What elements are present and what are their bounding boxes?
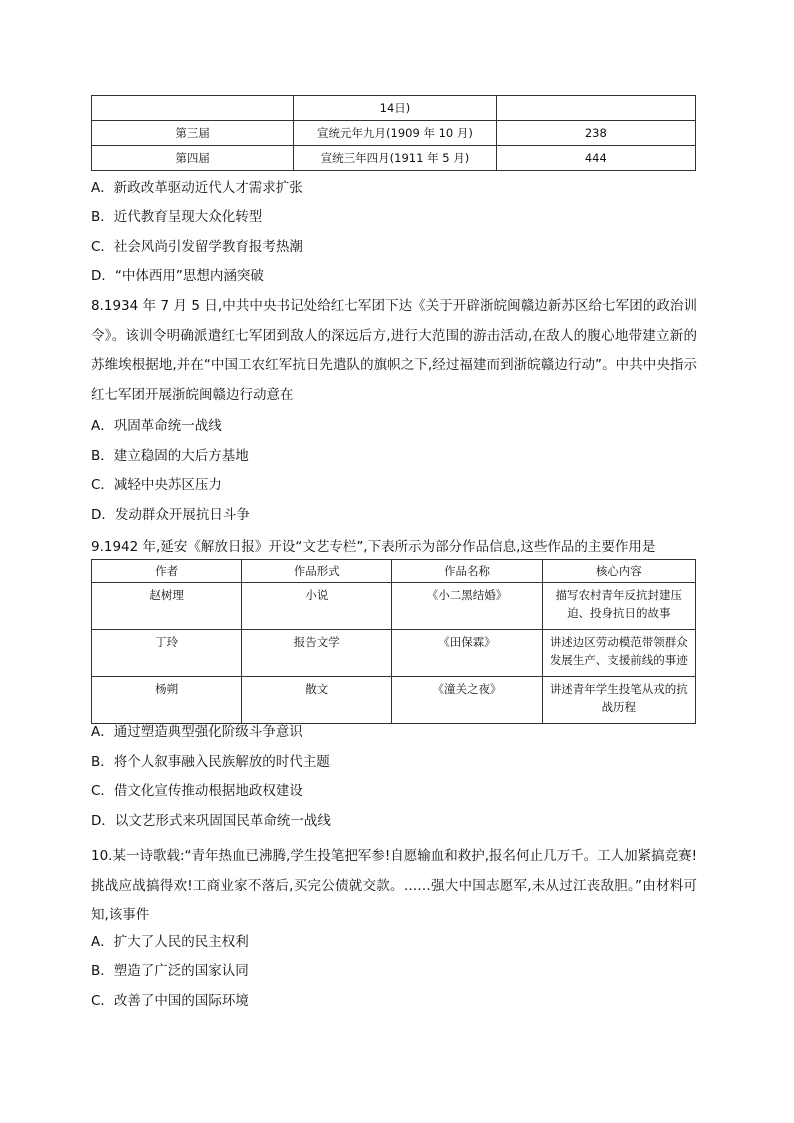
- table-cell: 描写农村青年反抗封建压迫、投身抗日的故事: [542, 583, 695, 630]
- table-cell: 赵树理: [92, 583, 242, 630]
- table-cell: 杨朔: [92, 677, 242, 724]
- table-cell: 《小二黑结婚》: [392, 583, 542, 630]
- table-cell: [92, 96, 294, 121]
- q10-option-c: C．改善了中国的国际环境: [91, 993, 249, 1009]
- table-cell: 14日): [294, 96, 496, 121]
- table-row: [92, 146, 696, 171]
- q9-option-d: D．以文艺形式来巩固国民革命统一战线: [91, 813, 331, 829]
- q10-option-a: A．扩大了人民的民主权利: [91, 934, 249, 950]
- q8-option-c: C．减轻中央苏区压力: [91, 477, 222, 493]
- table-cell: 444: [496, 146, 695, 171]
- table-cell: 讲述边区劳动模范带领群众发展生产、支援前线的事迹: [542, 630, 695, 677]
- q8-stem: 8.1934 年 7 月 5 日,中共中央书记处给红七军团下达《关于开辟浙皖闽赣边新苏区给七军团的政治训令》。该训令明确派遣红七军团到敌人的深远后方,进行大范围的游击活动,在敌人的腹心地带建立新的苏维埃根据地,并在“中国工农红军抗日先遣队的旗帜之下,经过福建而到浙皖赣边行动”。中共中央指示红七军团开展浙皖闽赣边行动意在: [91, 298, 697, 404]
- q8-option-a: A．巩固革命统一战线: [91, 418, 222, 434]
- q7-option-c: C．社会风尚引发留学教育报考热潮: [91, 239, 303, 255]
- table-cell: 宣统三年四月(1911 年 5 月): [294, 146, 496, 171]
- column-header: 核心内容: [542, 560, 695, 583]
- column-header: 作者: [92, 560, 242, 583]
- table-row: [92, 677, 696, 724]
- q7-option-a: A．新政改革驱动近代人才需求扩张: [91, 180, 303, 196]
- table-cell: 238: [496, 121, 695, 146]
- table-cell: 小说: [242, 583, 392, 630]
- table-cell: 《潼关之夜》: [392, 677, 542, 724]
- table-cell: 第三届: [92, 121, 294, 146]
- table-cell: 报告文学: [242, 630, 392, 677]
- table-cell: 《田保霖》: [392, 630, 542, 677]
- q10-option-b: B．塑造了广泛的国家认同: [91, 963, 249, 979]
- works-table: [91, 559, 696, 724]
- table-row: [92, 121, 696, 146]
- table-row: [92, 96, 696, 121]
- table-cell: 讲述青年学生投笔从戎的抗战历程: [542, 677, 695, 724]
- table-cell: 丁玲: [92, 630, 242, 677]
- q8-option-d: D．发动群众开展抗日斗争: [91, 507, 250, 523]
- table-cell: [496, 96, 695, 121]
- q8-option-b: B．建立稳固的大后方基地: [91, 448, 249, 464]
- q9-stem: 9.1942 年,延安《解放日报》开设“文艺专栏”,下表所示为部分作品信息,这些作品的主要作用是: [91, 539, 656, 555]
- column-header: 作品名称: [392, 560, 542, 583]
- q9-option-a: A．通过塑造典型强化阶级斗争意识: [91, 724, 303, 740]
- table-cell: 散文: [242, 677, 392, 724]
- q9-option-c: C．借文化宣传推动根据地政权建设: [91, 783, 303, 799]
- table-cell: 第四届: [92, 146, 294, 171]
- column-header: 作品形式: [242, 560, 392, 583]
- table-row: [92, 630, 696, 677]
- exam-session-table: [91, 95, 696, 171]
- table-cell: 宣统元年九月(1909 年 10 月): [294, 121, 496, 146]
- table-header-row: [92, 560, 696, 583]
- q10-stem: 10.某一诗歌载:“青年热血已沸腾,学生投笔把军参!自愿输血和救护,报名何止几万千。工人加紧搞竞赛!挑战应战搞得欢!工商业家不落后,买完公债就交款。……强大中国志愿军,未从过江丧敌胆。”由材料可知,该事件: [91, 848, 697, 924]
- q9-option-b: B．将个人叙事融入民族解放的时代主题: [91, 754, 330, 770]
- q7-option-d: D．“中体西用”思想内涵突破: [91, 268, 264, 284]
- q7-option-b: B．近代教育呈现大众化转型: [91, 209, 263, 225]
- table-row: [92, 583, 696, 630]
